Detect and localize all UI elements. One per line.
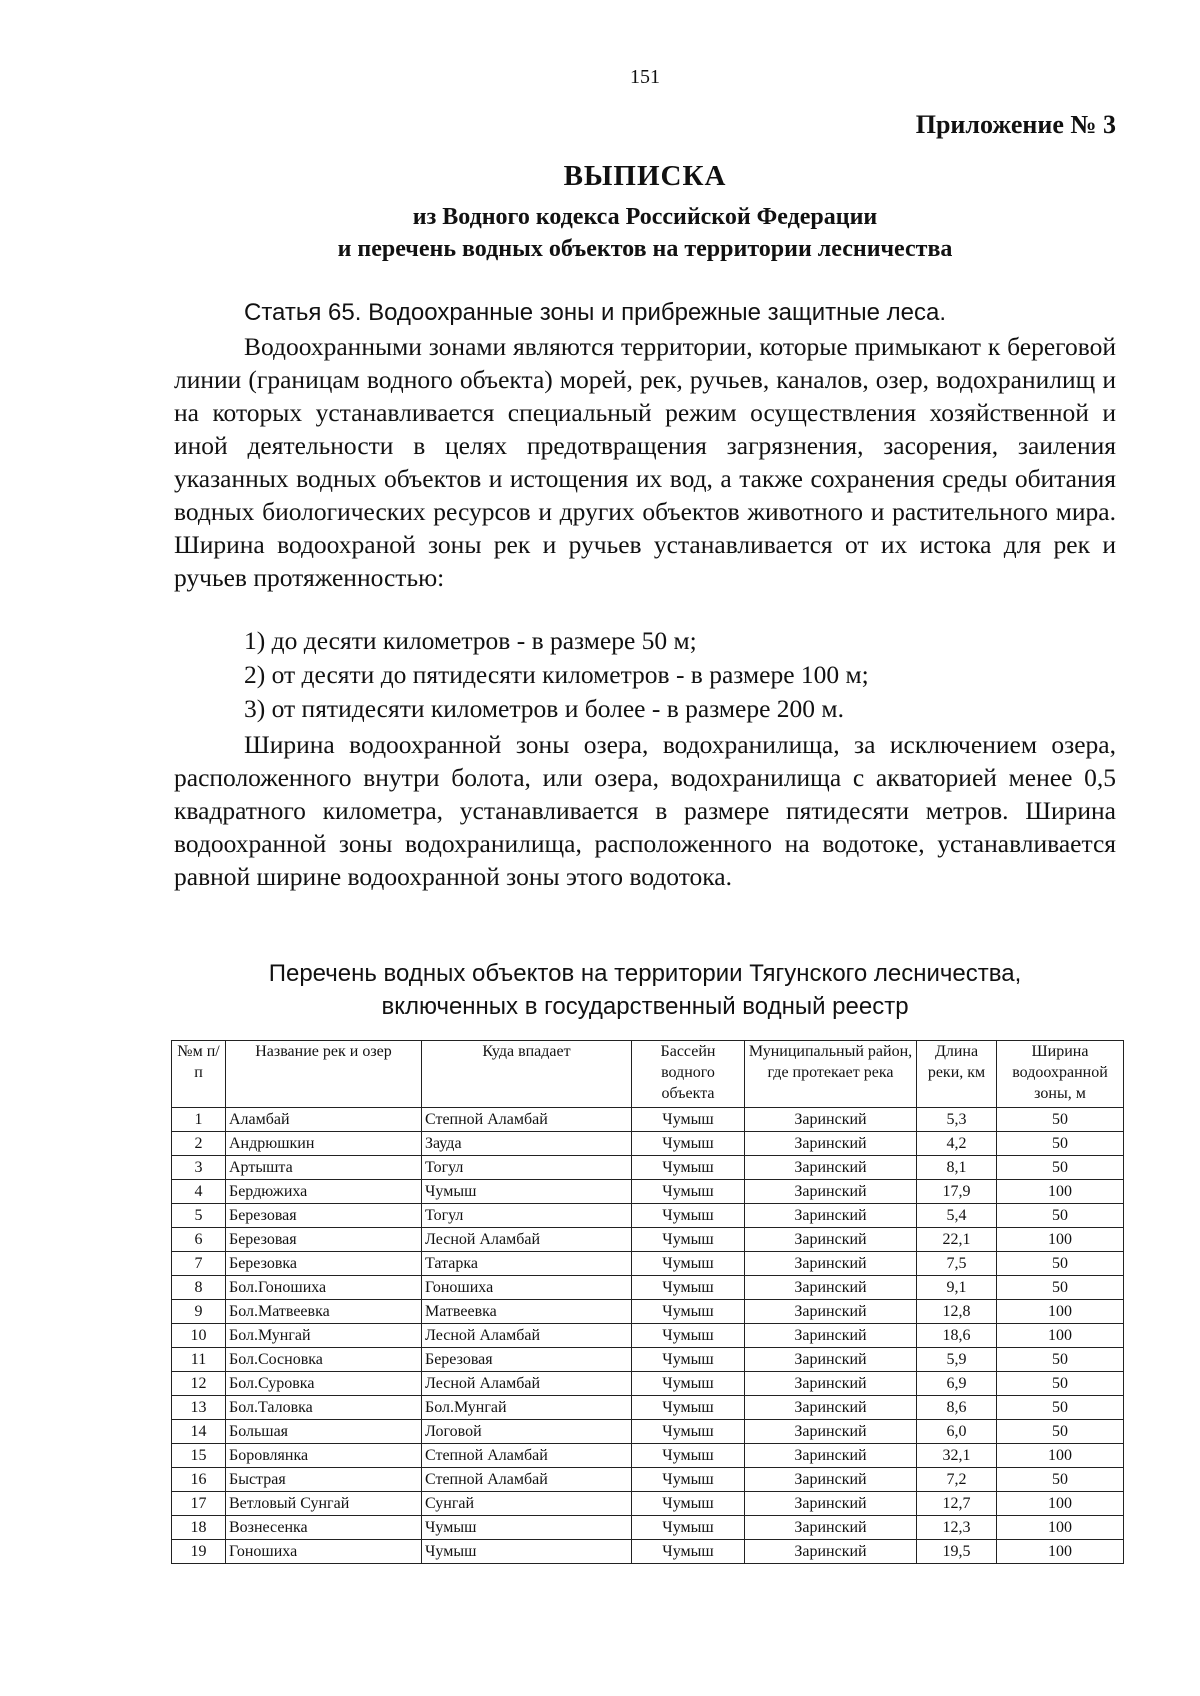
cell-district: Заринский	[745, 1324, 917, 1348]
cell-zone-width: 50	[997, 1396, 1124, 1420]
cell-number: 13	[172, 1396, 226, 1420]
cell-flows-into: Степной Аламбай	[422, 1108, 632, 1132]
cell-number: 6	[172, 1228, 226, 1252]
cell-river-name: Гоношиха	[226, 1540, 422, 1564]
page-number: 151	[630, 66, 660, 88]
cell-number: 8	[172, 1276, 226, 1300]
cell-length: 12,7	[917, 1492, 997, 1516]
cell-length: 7,5	[917, 1252, 997, 1276]
cell-number: 1	[172, 1108, 226, 1132]
header-length: Длина реки, км	[917, 1041, 997, 1108]
table-caption-line-1: Перечень водных объектов на территории Тягунского лесничества,	[268, 960, 1022, 987]
cell-river-name: Артышта	[226, 1156, 422, 1180]
table-row	[172, 1300, 1124, 1324]
cell-length: 22,1	[917, 1228, 997, 1252]
cell-flows-into: Чумыш	[422, 1516, 632, 1540]
table-row	[172, 1276, 1124, 1300]
paragraph-water-zones: Водоохранными зонами являются территории, которые примыкают к береговой линии (границам водного объекта) морей, рек, ручьев, каналов, озер, водохранилищ и на которых устанавливается специальный режим осуществления хозяйственной и иной деятельности в целях предотвращения загрязнения, засорения, заиления указанных водных объектов и истощения их вод, а также сохранения среды обитания водных биологических ресурсов и других объектов животного и растительного мира. Ширина водоохраной зоны рек и ручьев устанавливается от их истока для рек и ручьев протяженностью:	[174, 332, 1116, 592]
cell-zone-width: 100	[997, 1180, 1124, 1204]
cell-district: Заринский	[745, 1396, 917, 1420]
header-zone-width: Ширина водоохранной зоны, м	[997, 1041, 1124, 1108]
water-objects-table	[171, 1040, 1124, 1564]
table-row	[172, 1468, 1124, 1492]
cell-district: Заринский	[745, 1300, 917, 1324]
table-row	[172, 1372, 1124, 1396]
cell-flows-into: Лесной Аламбай	[422, 1324, 632, 1348]
cell-zone-width: 50	[997, 1420, 1124, 1444]
cell-zone-width: 50	[997, 1252, 1124, 1276]
cell-number: 9	[172, 1300, 226, 1324]
cell-basin: Чумыш	[632, 1228, 745, 1252]
cell-district: Заринский	[745, 1492, 917, 1516]
cell-district: Заринский	[745, 1516, 917, 1540]
cell-flows-into: Тогул	[422, 1204, 632, 1228]
cell-river-name: Бол.Мунгай	[226, 1324, 422, 1348]
cell-length: 12,3	[917, 1516, 997, 1540]
cell-zone-width: 50	[997, 1108, 1124, 1132]
appendix-label: Приложение № 3	[915, 110, 1116, 139]
table-row	[172, 1492, 1124, 1516]
cell-number: 15	[172, 1444, 226, 1468]
header-number: №м п/п	[172, 1041, 226, 1108]
cell-basin: Чумыш	[632, 1300, 745, 1324]
document-subtitle-2: и перечень водных объектов на территории лесничества	[337, 236, 953, 262]
cell-length: 6,9	[917, 1372, 997, 1396]
cell-length: 8,1	[917, 1156, 997, 1180]
cell-basin: Чумыш	[632, 1156, 745, 1180]
cell-river-name: Бердюжиха	[226, 1180, 422, 1204]
cell-river-name: Березовка	[226, 1252, 422, 1276]
cell-basin: Чумыш	[632, 1132, 745, 1156]
cell-zone-width: 100	[997, 1516, 1124, 1540]
cell-district: Заринский	[745, 1348, 917, 1372]
cell-number: 7	[172, 1252, 226, 1276]
cell-length: 17,9	[917, 1180, 997, 1204]
cell-river-name: Андрюшкин	[226, 1132, 422, 1156]
cell-number: 17	[172, 1492, 226, 1516]
cell-number: 4	[172, 1180, 226, 1204]
table-row	[172, 1540, 1124, 1564]
table-header-row	[172, 1041, 1124, 1108]
article-heading: Статья 65. Водоохранные зоны и прибрежные защитные леса.	[244, 299, 946, 326]
cell-zone-width: 50	[997, 1348, 1124, 1372]
cell-flows-into: Чумыш	[422, 1540, 632, 1564]
cell-length: 7,2	[917, 1468, 997, 1492]
list-item: 1) до десяти километров - в размере 50 м;	[244, 626, 697, 655]
cell-flows-into: Лесной Аламбай	[422, 1372, 632, 1396]
table-row	[172, 1348, 1124, 1372]
cell-zone-width: 100	[997, 1492, 1124, 1516]
cell-river-name: Березовая	[226, 1204, 422, 1228]
table-caption-line-2: включенных в государственный водный реестр	[381, 993, 909, 1020]
cell-basin: Чумыш	[632, 1420, 745, 1444]
table-row	[172, 1180, 1124, 1204]
cell-length: 4,2	[917, 1132, 997, 1156]
cell-basin: Чумыш	[632, 1108, 745, 1132]
table-row	[172, 1204, 1124, 1228]
cell-flows-into: Тогул	[422, 1156, 632, 1180]
cell-basin: Чумыш	[632, 1516, 745, 1540]
cell-basin: Чумыш	[632, 1396, 745, 1420]
cell-district: Заринский	[745, 1132, 917, 1156]
list-item: 2) от десяти до пятидесяти километров - в размере 100 м;	[244, 660, 869, 689]
cell-basin: Чумыш	[632, 1324, 745, 1348]
cell-flows-into: Зауда	[422, 1132, 632, 1156]
table-row	[172, 1132, 1124, 1156]
cell-district: Заринский	[745, 1372, 917, 1396]
cell-flows-into: Степной Аламбай	[422, 1444, 632, 1468]
table-row	[172, 1252, 1124, 1276]
cell-river-name: Боровлянка	[226, 1444, 422, 1468]
cell-basin: Чумыш	[632, 1372, 745, 1396]
cell-number: 11	[172, 1348, 226, 1372]
cell-length: 5,9	[917, 1348, 997, 1372]
header-basin: Бассейн водного объекта	[632, 1041, 745, 1108]
cell-river-name: Бол.Матвеевка	[226, 1300, 422, 1324]
cell-number: 19	[172, 1540, 226, 1564]
table-row	[172, 1516, 1124, 1540]
document-subtitle-1: из Водного кодекса Российской Федерации	[412, 204, 878, 230]
cell-length: 18,6	[917, 1324, 997, 1348]
cell-zone-width: 50	[997, 1372, 1124, 1396]
cell-number: 16	[172, 1468, 226, 1492]
cell-river-name: Бол.Гоношиха	[226, 1276, 422, 1300]
cell-length: 19,5	[917, 1540, 997, 1564]
cell-district: Заринский	[745, 1156, 917, 1180]
cell-basin: Чумыш	[632, 1540, 745, 1564]
cell-basin: Чумыш	[632, 1348, 745, 1372]
cell-district: Заринский	[745, 1468, 917, 1492]
cell-flows-into: Татарка	[422, 1252, 632, 1276]
cell-district: Заринский	[745, 1228, 917, 1252]
cell-district: Заринский	[745, 1180, 917, 1204]
cell-river-name: Большая	[226, 1420, 422, 1444]
cell-zone-width: 100	[997, 1300, 1124, 1324]
cell-river-name: Бол.Суровка	[226, 1372, 422, 1396]
cell-river-name: Вознесенка	[226, 1516, 422, 1540]
cell-basin: Чумыш	[632, 1180, 745, 1204]
cell-zone-width: 100	[997, 1444, 1124, 1468]
header-district: Муниципальный район, где протекает река	[745, 1041, 917, 1108]
cell-river-name: Ветловый Сунгай	[226, 1492, 422, 1516]
cell-river-name: Березовая	[226, 1228, 422, 1252]
cell-district: Заринский	[745, 1420, 917, 1444]
document-title: ВЫПИСКА	[563, 160, 727, 192]
cell-district: Заринский	[745, 1204, 917, 1228]
cell-length: 6,0	[917, 1420, 997, 1444]
cell-length: 32,1	[917, 1444, 997, 1468]
cell-basin: Чумыш	[632, 1492, 745, 1516]
cell-length: 12,8	[917, 1300, 997, 1324]
cell-flows-into: Степной Аламбай	[422, 1468, 632, 1492]
cell-length: 5,3	[917, 1108, 997, 1132]
cell-river-name: Быстрая	[226, 1468, 422, 1492]
table-row	[172, 1324, 1124, 1348]
cell-river-name: Бол.Таловка	[226, 1396, 422, 1420]
cell-zone-width: 50	[997, 1132, 1124, 1156]
cell-flows-into: Гоношиха	[422, 1276, 632, 1300]
paragraph-lake-zones: Ширина водоохранной зоны озера, водохранилища, за исключением озера, расположенного внутри болота, или озера, водохранилища с акваторией менее 0,5 квадратного километра, устанавливается в размере пятидесяти метров. Ширина водоохранной зоны водохранилища, расположенного на водотоке, устанавливается равной ширине водоохранной зоны этого водотока.	[174, 730, 1116, 891]
cell-zone-width: 100	[997, 1228, 1124, 1252]
cell-zone-width: 50	[997, 1156, 1124, 1180]
cell-length: 9,1	[917, 1276, 997, 1300]
cell-number: 10	[172, 1324, 226, 1348]
cell-district: Заринский	[745, 1252, 917, 1276]
cell-basin: Чумыш	[632, 1252, 745, 1276]
cell-district: Заринский	[745, 1540, 917, 1564]
table-row	[172, 1420, 1124, 1444]
table-row	[172, 1396, 1124, 1420]
cell-zone-width: 100	[997, 1324, 1124, 1348]
table-body	[172, 1108, 1124, 1564]
cell-basin: Чумыш	[632, 1276, 745, 1300]
cell-flows-into: Березовая	[422, 1348, 632, 1372]
cell-zone-width: 100	[997, 1540, 1124, 1564]
cell-river-name: Аламбай	[226, 1108, 422, 1132]
cell-number: 3	[172, 1156, 226, 1180]
cell-district: Заринский	[745, 1108, 917, 1132]
list-item: 3) от пятидесяти километров и более - в размере 200 м.	[244, 694, 844, 723]
cell-zone-width: 50	[997, 1276, 1124, 1300]
header-flows-into: Куда впадает	[422, 1041, 632, 1108]
cell-length: 5,4	[917, 1204, 997, 1228]
cell-number: 12	[172, 1372, 226, 1396]
cell-basin: Чумыш	[632, 1204, 745, 1228]
cell-length: 8,6	[917, 1396, 997, 1420]
table-row	[172, 1228, 1124, 1252]
table-row	[172, 1444, 1124, 1468]
cell-zone-width: 50	[997, 1468, 1124, 1492]
cell-flows-into: Матвеевка	[422, 1300, 632, 1324]
table-row	[172, 1108, 1124, 1132]
cell-district: Заринский	[745, 1276, 917, 1300]
cell-basin: Чумыш	[632, 1468, 745, 1492]
header-river-name: Название рек и озер	[226, 1041, 422, 1108]
cell-number: 18	[172, 1516, 226, 1540]
cell-number: 2	[172, 1132, 226, 1156]
cell-flows-into: Лесной Аламбай	[422, 1228, 632, 1252]
table-row	[172, 1156, 1124, 1180]
cell-basin: Чумыш	[632, 1444, 745, 1468]
cell-flows-into: Логовой	[422, 1420, 632, 1444]
cell-zone-width: 50	[997, 1204, 1124, 1228]
cell-river-name: Бол.Сосновка	[226, 1348, 422, 1372]
cell-flows-into: Сунгай	[422, 1492, 632, 1516]
cell-number: 14	[172, 1420, 226, 1444]
cell-flows-into: Бол.Мунгай	[422, 1396, 632, 1420]
cell-number: 5	[172, 1204, 226, 1228]
cell-district: Заринский	[745, 1444, 917, 1468]
cell-flows-into: Чумыш	[422, 1180, 632, 1204]
